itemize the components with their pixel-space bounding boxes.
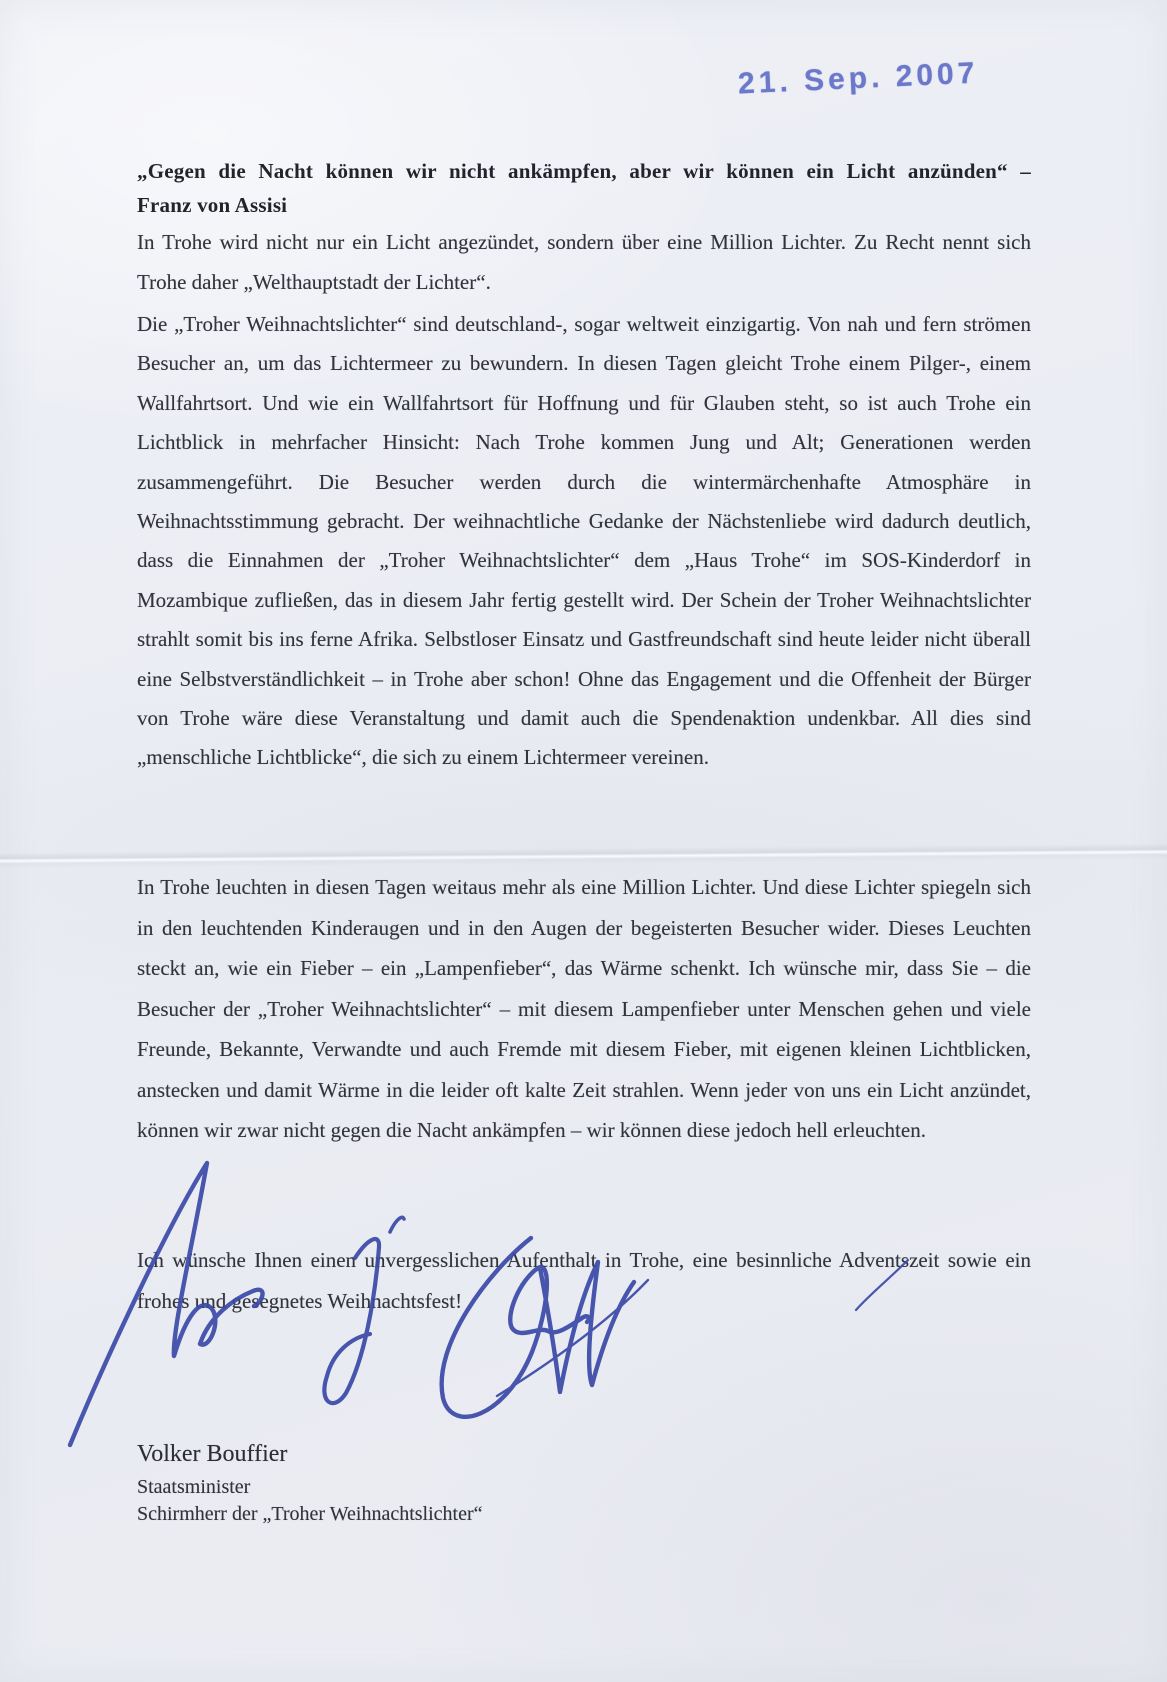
letter-paragraph: In Trohe wird nicht nur ein Licht angezündet, sondern über eine Million Lichter. Zu Recht nennt sich Trohe daher „Welthauptstadt der Lichter“.: [137, 230, 1031, 294]
heading-author: Franz von Assisi: [137, 193, 288, 217]
letter-paragraph: Die „Troher Weihnachtslichter“ sind deutschland-, sogar weltweit einzigartig. Von nah und fern strömen Besucher an, um das Lichtermeer zu bewundern. In diesen Tagen gleicht Trohe einem Pilger-, einem Wallfahrtsort. Und wie ein Wallfahrtsort für Hoffnung und für Glauben steht, so ist auch Trohe ein Lichtblick in mehrfacher Hinsicht: Nach Trohe kommen Jung und Alt; Generationen werden zusammengeführt. Die Besucher werden durch die wintermärchenhafte Atmosphäre in Weihnachtsstimmung gebracht. Der weihnachtliche Gedanke der Nächstenliebe wird dadurch deutlich, dass die Einnahmen der „Troher Weihnachtslichter“ dem „Haus Trohe“ im SOS-Kinderdorf in Mozambique zufließen, das in diesem Jahr fertig gestellt wird. Der Schein der Troher Weihnachtslichter strahlt somit bis ins ferne Afrika. Selbstloser Einsatz und Gastfreundschaft sind heute leider nicht überall eine Selbstverständlichkeit – in Trohe aber schon! Ohne das Engagement und die Offenheit der Bürger von Trohe wäre diese Veranstaltung und damit auch die Spendenaktion undenkbar. All dies sind „menschliche Lichtblicke“, die sich zu einem Lichtermeer vereinen.: [137, 312, 1031, 770]
heading-quote: „Gegen die Nacht können wir nicht ankämpfen, aber wir können ein Licht anzünden“ –: [137, 159, 1031, 183]
signer-name: Volker Bouffier: [137, 1441, 288, 1467]
letter-heading: [137, 154, 1031, 222]
date-stamp: 21. Sep. 2007: [737, 56, 980, 101]
letter-paragraph: Ich wünsche Ihnen einen unvergesslichen Aufenthalt in Trohe, eine besinnliche Adventszeit sowie ein frohes und gesegnetes Weihnachtsfest!: [137, 1248, 1031, 1313]
signature-stroke: [390, 1217, 404, 1232]
signer-title: Staatsminister: [137, 1476, 251, 1498]
letter-paragraph: In Trohe leuchten in diesen Tagen weitaus mehr als eine Million Lichter. Und diese Lichter spiegeln sich in den leuchtenden Kinderaugen und in den Augen der begeisterten Besucher wider. Dieses Leuchten steckt an, wie ein Fieber – ein „Lampenfieber“, das Wärme schenkt. Ich wünsche mir, dass Sie – die Besucher der „Troher Weihnachtslichter“ – mit diesem Lampenfieber unter Menschen gehen und viele Freunde, Bekannte, Verwandte und auch Fremde mit diesem Fieber, mit eigenen kleinen Lichtblicken, anstecken und damit Wärme in die leider oft kalte Zeit strahlen. Wenn jeder von uns ein Licht anzündet, können wir zwar nicht gegen die Nacht ankämpfen – wir können diese jedoch hell erleuchten.: [137, 875, 1031, 1142]
signer-role: Schirmherr der „Troher Weihnachtslichter“: [137, 1503, 483, 1525]
paper-fold-crease: [0, 843, 1167, 868]
